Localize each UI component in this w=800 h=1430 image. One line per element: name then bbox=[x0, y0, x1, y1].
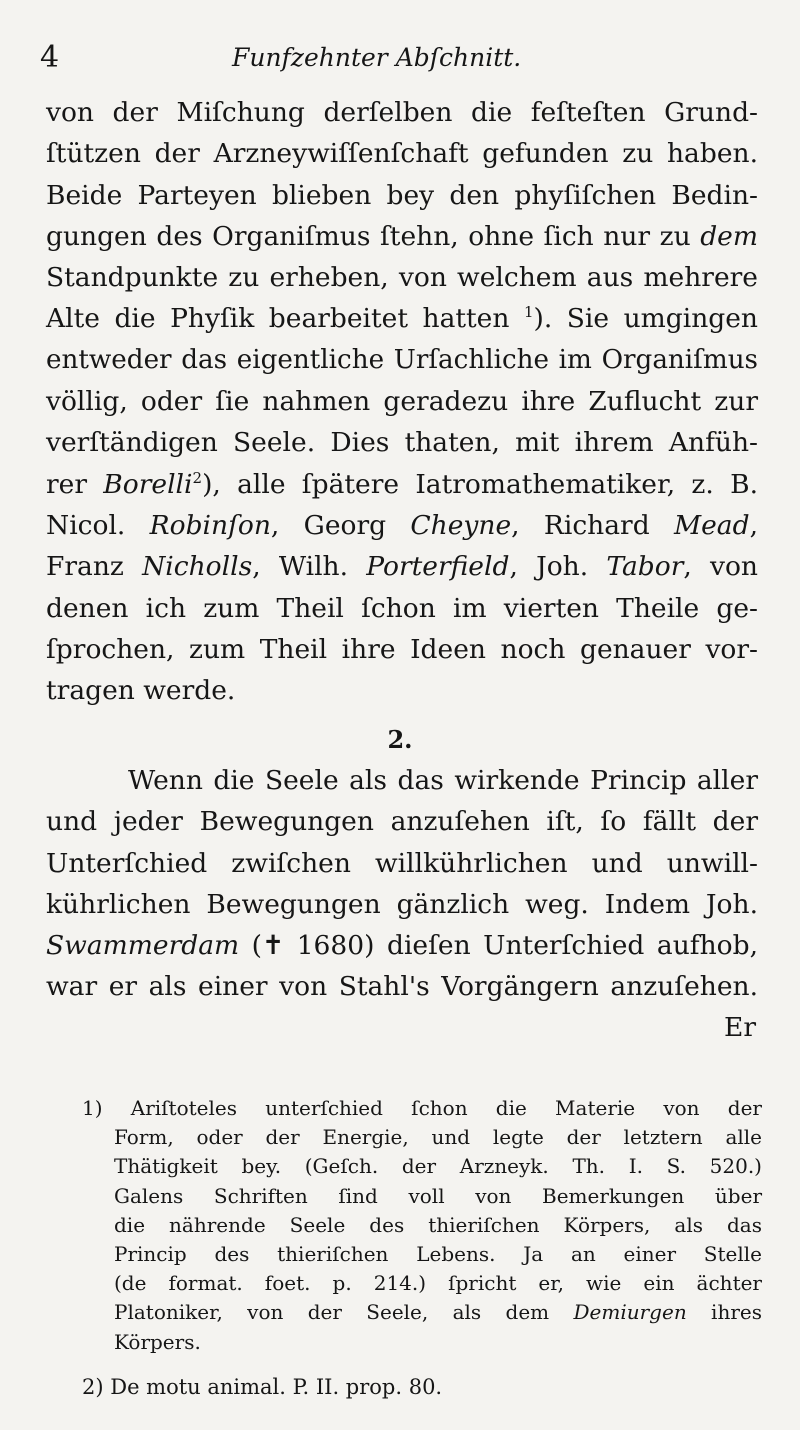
text-line: Alte die Phyſik bearbeitet hatten $^1$). Sie umgingen bbox=[46, 303, 758, 335]
text-line: war er als einer von Stahl's Vorgängern anzuſehen. bbox=[46, 971, 758, 1003]
footnote-line: die nährende Seele des thieriſchen Körpers, als das bbox=[114, 1212, 762, 1237]
text-line: gungen des Organiſmus ſtehn, ohne ſich nur zu dem bbox=[46, 220, 758, 252]
text-line: Unterſchied zwiſchen willkührlichen und unwill- bbox=[46, 847, 758, 879]
footnote-2: 2) De motu animal. P. II. prop. 80. bbox=[82, 1375, 443, 1399]
text-line: verſtändigen Seele. Dies thaten, mit ihrem Anfüh- bbox=[46, 427, 758, 459]
text-line: Beide Parteyen blieben bey den phyſiſchen Bedin- bbox=[46, 179, 758, 211]
text-line: ſprochen, zum Theil ihre Ideen noch genauer vor- bbox=[46, 633, 758, 665]
text-line: ſtützen der Arzneywiſſenſchaft gefunden zu haben. bbox=[46, 138, 758, 170]
footnote-line: Form, oder der Energie, und legte der letztern alle bbox=[114, 1125, 762, 1150]
text-line: und jeder Bewegungen anzuſehen iſt, ſo fällt der bbox=[46, 806, 758, 838]
footnote-line: 1) Ariſtoteles unterſchied ſchon die Materie von der bbox=[82, 1096, 762, 1120]
text-line: völlig, oder ſie nahmen geradezu ihre Zuflucht zur bbox=[46, 386, 758, 418]
section-number: 2. bbox=[387, 725, 413, 754]
page-number: 4 bbox=[40, 40, 60, 75]
footnote-ref: 2 bbox=[192, 468, 203, 487]
text-line: Franz Nicholls, Wilh. Porterfield, Joh. Tabor, von bbox=[46, 551, 759, 583]
footnote-line: Platoniker, von der Seele, als dem Demiurgen ihres bbox=[114, 1300, 762, 1325]
text-line: denen ich zum Theil ſchon im vierten Theile ge- bbox=[46, 592, 758, 624]
footnote-line: Thätigkeit bey. (Geſch. der Arzneyk. Th. I. S. 520.) bbox=[114, 1154, 762, 1179]
text-line: Swammerdam (✝ 1680) dieſen Unterſchied aufhob, bbox=[46, 930, 758, 962]
text-line: Wenn die Seele als das wirkende Princip aller bbox=[128, 765, 758, 796]
text-line: kührlichen Bewegungen gänzlich weg. Indem Joh. bbox=[46, 888, 758, 920]
footnote-line: Princip des thieriſchen Lebens. Ja an einer Stelle bbox=[114, 1241, 762, 1266]
running-head: Funfzehnter Abſchnitt. bbox=[232, 43, 522, 72]
text-line: entweder das eigentliche Urſachliche im Organiſmus bbox=[46, 344, 758, 375]
text-line: Standpunkte zu erheben, von welchem aus mehrere bbox=[46, 262, 758, 294]
paragraph-1 bbox=[46, 92, 758, 711]
text-line: rer Borelli$^2$), alle ſpätere Iatromathematiker, z. B. bbox=[46, 468, 758, 500]
footnote-line: Galens Schriften ſind voll von Bemerkungen über bbox=[114, 1183, 762, 1208]
footnote-line: Körpers. bbox=[114, 1329, 201, 1354]
footnote-ref: 1 bbox=[523, 303, 534, 322]
text-line: tragen werde. bbox=[46, 675, 236, 707]
text-line: Nicol. Robinſon, Georg Cheyne, Richard Mead, bbox=[46, 509, 758, 541]
text-line: von der Miſchung derſelben die feſteſten Grund- bbox=[46, 97, 758, 128]
catchword: Er bbox=[723, 1012, 756, 1043]
footnote-line: (de format. foet. p. 214.) ſpricht er, wie ein ächter bbox=[114, 1271, 762, 1296]
paragraph-2 bbox=[46, 760, 758, 1008]
footnote-1 bbox=[82, 1094, 762, 1357]
page-header bbox=[36, 38, 756, 78]
